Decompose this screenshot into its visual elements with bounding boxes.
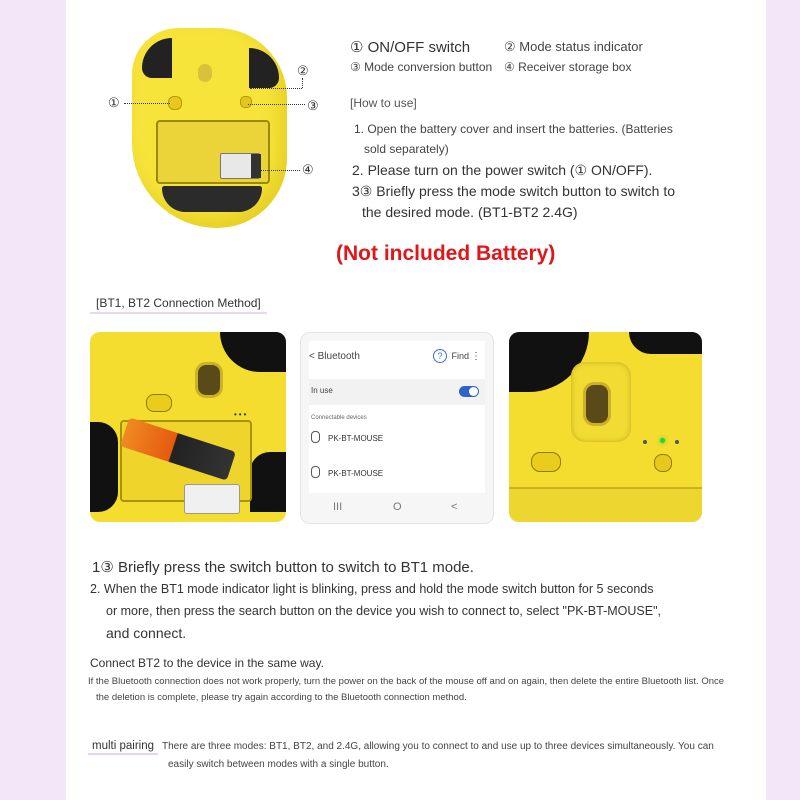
instruction-line2: 2. When the BT1 mode indicator light is blinking, press and hold the mode switch button for 5 seconds (90, 582, 654, 596)
panel-mouse-underside (509, 332, 702, 522)
connectable-devices-label: Connectable devices (311, 415, 367, 421)
how-to-step3: 3③ Briefly press the mode switch button to switch to (352, 183, 676, 199)
how-to-heading: [How to use] (350, 96, 417, 110)
callout-1-leader (124, 103, 170, 104)
home-nav-button[interactable]: O (393, 501, 402, 513)
power-switch (531, 452, 561, 472)
legend-item-onoff: ① ON/OFF switch (350, 39, 471, 56)
indicator-dots: ••• (234, 410, 249, 419)
optical-sensor (583, 382, 611, 426)
indicator-led-2 (660, 438, 665, 443)
callout-4-leader (258, 170, 300, 171)
device-item[interactable] (311, 466, 383, 478)
battery-cover (509, 487, 702, 522)
instruction-note-cont: the deletion is complete, please try again according to the Bluetooth connection method. (96, 692, 467, 703)
mouse-bottom-illustration (132, 28, 287, 228)
more-vertical-icon[interactable]: ⋮ (471, 351, 481, 362)
mouse-black-side-left (142, 38, 172, 78)
callout-3: ③ (307, 98, 319, 113)
mode-button (654, 454, 672, 472)
how-to-step1-cont: sold separately) (364, 142, 449, 156)
callout-2-leader-v (302, 78, 303, 88)
back-nav-button[interactable]: < (451, 501, 458, 513)
mouse-black-right (250, 452, 286, 512)
multi-pairing-tag: multi pairing (88, 739, 158, 755)
instruction-line1: 1③ Briefly press the switch button to switch to BT1 mode. (92, 559, 474, 576)
device-name: PK-BT-MOUSE (328, 434, 384, 443)
instruction-line2-end: and connect. (106, 625, 187, 641)
mouse-bottom-strip (162, 186, 262, 212)
callout-3-leader (248, 104, 305, 105)
find-button[interactable]: Find (451, 351, 469, 361)
device-name: PK-BT-MOUSE (328, 469, 384, 478)
how-to-step1: 1. Open the battery cover and insert the batteries. (Batteries (354, 122, 673, 136)
callout-1: ① (108, 95, 120, 110)
indicator-led-1 (643, 440, 647, 444)
legend-item-indicator: ② Mode status indicator (504, 39, 643, 54)
multi-pairing-text: There are three modes: BT1, BT2, and 2.4G, allowing you to connect to and use up to three devices simultaneously. You can (162, 741, 714, 752)
mouse-black-top (220, 332, 286, 372)
battery-warning: (Not included Battery) (336, 242, 556, 265)
how-to-step3-cont: the desired mode. (BT1-BT2 2.4G) (362, 204, 578, 220)
callout-4: ④ (302, 162, 314, 177)
recents-nav-button[interactable]: III (333, 501, 343, 513)
optical-sensor (195, 362, 223, 398)
indicator-led-3 (675, 440, 679, 444)
bluetooth-toggle[interactable] (459, 386, 479, 397)
instruction-note: If the Bluetooth connection does not work properly, turn the power on the back of the mouse off and on again, then delete the entire Bluetooth list. Once (88, 676, 725, 687)
instruction-line2-cont: or more, then press the search button on the device you wish to connect to, select "PK-BT-MOUSE", (106, 604, 661, 618)
multi-pairing-text-cont: easily switch between modes with a single button. (168, 759, 389, 770)
onoff-switch-part (168, 96, 182, 110)
mouse-icon (311, 431, 320, 443)
bluetooth-back-link[interactable]: < Bluetooth (309, 351, 360, 362)
optical-sensor (198, 64, 212, 82)
instruction-bt2: Connect BT2 to the device in the same way. (90, 656, 324, 670)
callout-2-leader (250, 88, 302, 89)
bluetooth-screen (309, 341, 485, 493)
phone-nav-bar (301, 501, 493, 517)
usb-receiver (184, 484, 240, 514)
question-circle-icon[interactable]: ? (433, 349, 447, 363)
in-use-label: In use (311, 386, 333, 395)
connection-section-title: [BT1, BT2 Connection Method] (90, 294, 267, 314)
mode-indicator-part (240, 96, 252, 108)
panel-battery-photo (90, 332, 286, 522)
device-item[interactable] (311, 431, 383, 443)
power-switch (146, 394, 172, 412)
mouse-icon (311, 466, 320, 478)
mouse-black-right (629, 332, 702, 354)
legend-item-mode-button: ③ Mode conversion button (350, 60, 493, 74)
usb-receiver (220, 153, 260, 179)
legend-item-receiver-box: ④ Receiver storage box (504, 60, 632, 74)
how-to-step2: 2. Please turn on the power switch (① ON/OFF). (352, 162, 653, 178)
callout-2: ② (297, 63, 309, 78)
panel-phone-bluetooth (300, 332, 494, 524)
mouse-black-left (90, 422, 118, 512)
bluetooth-in-use-row (309, 379, 485, 405)
